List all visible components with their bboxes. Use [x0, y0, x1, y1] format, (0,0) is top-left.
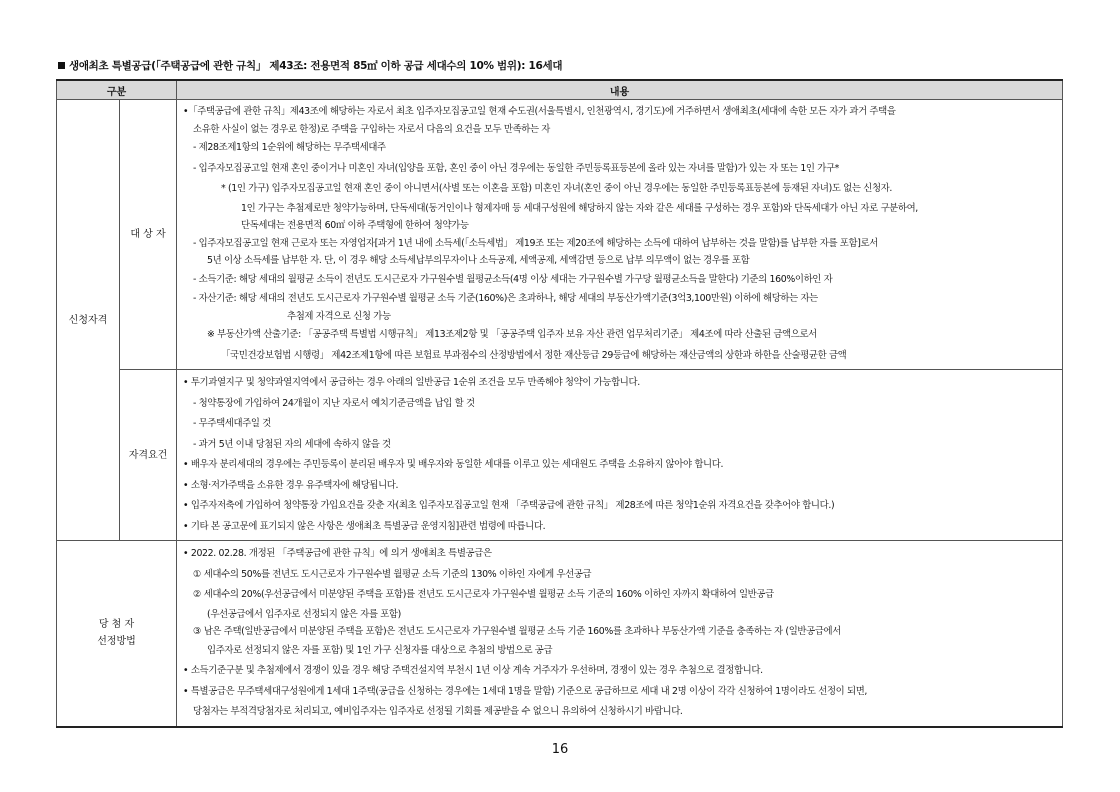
- target-line: 소유한 사실이 없는 경우로 한정)로 주택을 구입하는 자로서 다음의 요건을 모두 만족하는 자: [193, 123, 551, 135]
- selection-content: [177, 541, 1063, 727]
- target-label: 대 상 자: [120, 100, 177, 370]
- target-line: 5년 이상 소득세를 납부한 자. 단, 이 경우 해당 소득세납부의무자이나 소득공제, 세액공제, 세액감면 등으로 납부 의무액이 없는 경우를 포함: [207, 255, 750, 266]
- requirement-line: • 배우자 분리세대의 경우에는 주민등록이 분리된 배우자 및 배우자와 동일한 세대를 이루고 있는 세대원도 주택을 소유하지 않아야 합니다.: [183, 459, 724, 470]
- target-line: * (1인 가구) 입주자모집공고일 현재 혼인 중이 아니면서(사별 또는 이혼을 포함) 미혼인 자녀(혼인 중이 아닌 경우에는 동일한 주민등록표등본에 등재된 자녀)도 없는 신청자.: [221, 183, 892, 194]
- requirement-line: - 청약통장에 가입하여 24개월이 지난 자로서 예치기준금액을 납입 할 것: [193, 397, 475, 409]
- square-bullet-icon: [58, 62, 65, 69]
- target-line: - 제28조제1항의 1순위에 해당하는 무주택세대주: [193, 142, 386, 153]
- target-line: 단독세대는 전용면적 60㎡ 이하 주택형에 한하여 청약가능: [241, 220, 469, 231]
- requirements-content: [177, 370, 1063, 541]
- selection-label-line1: 당 첨 자: [98, 619, 135, 631]
- selection-line: (우선공급에서 입주자로 선정되지 않은 자를 포함): [207, 608, 401, 620]
- header-content: 내용: [177, 80, 1063, 100]
- target-line: - 입주자모집공고일 현재 근로자 또는 자영업자[과거 1년 내에 소득세(「소득세법」 제19조 또는 제20조에 해당하는 소득에 대하여 납부하는 것을 말함)를 납부한 자를 포함]로서: [193, 237, 878, 249]
- selection-line: ③ 남은 주택(일반공급에서 미분양된 주택을 포함)은 전년도 도시근로자 가구원수별 월평균 소득 기준 160%를 초과하나 부동산가액 기준을 충족하는 자 (일반공급에서: [193, 626, 841, 637]
- target-line: - 입주자모집공고일 현재 혼인 중이거나 미혼인 자녀(입양을 포함, 혼인 중이 아닌 경우에는 동일한 주민등록표등본에 올라 있는 자녀를 말함)가 있는 자 또는 1인 가구*: [193, 162, 840, 174]
- target-content: [177, 100, 1063, 370]
- selection-line: • 2022. 02.28. 개정된 「주택공급에 관한 규칙」에 의거 생애최초 특별공급은: [183, 548, 492, 559]
- table-row: [57, 541, 1063, 727]
- target-line: •「주택공급에 관한 규칙」제43조에 해당하는 자로서 최초 입주자모집공고일 현재 수도권(서울특별시, 인천광역시, 경기도)에 거주하면서 생애최초(세대에 속한 모든 자가 과거 주택을: [183, 106, 896, 117]
- requirement-line: • 투기과열지구 및 청약과열지역에서 공급하는 경우 아래의 일반공급 1순위 조건을 모두 만족해야 청약이 가능합니다.: [183, 377, 640, 388]
- selection-line: • 특별공급은 무주택세대구성원에게 1세대 1주택(공급을 신청하는 경우에는 1세대 1명을 말함) 기준으로 공급하므로 세대 내 2명 이상이 각각 신청하여 1명이라도 선정이 되면,: [183, 685, 868, 697]
- header-category: 구분: [57, 80, 177, 100]
- requirements-label: 자격요건: [120, 370, 177, 541]
- requirement-line: - 과거 5년 이내 당첨된 자의 세대에 속하지 않을 것: [193, 438, 391, 450]
- qualification-label: 신청자격: [57, 100, 120, 541]
- selection-label: [57, 541, 177, 727]
- selection-line: ② 세대수의 20%(우선공급에서 미분양된 주택을 포함)를 전년도 도시근로자 가구원수별 월평균 소득 기준의 160% 이하인 자까지 확대하여 일반공급: [193, 589, 774, 600]
- target-line: 「국민건강보험법 시행령」 제42조제1항에 따른 보험료 부과점수의 산정방법에서 정한 재산등급 29등급에 해당하는 재산금액의 상한과 하한을 산술평균한 금액: [221, 349, 847, 361]
- selection-line: 입주자로 선정되지 않은 자를 포함) 및 1인 가구 신청자를 대상으로 추첨의 방법으로 공급: [207, 644, 553, 656]
- selection-line: • 소득기준구분 및 추첨제에서 경쟁이 있을 경우 해당 주택건설지역 부천시 1년 이상 계속 거주자가 우선하며, 경쟁이 있는 경우 추첨으로 결정합니다.: [183, 665, 763, 676]
- section-heading: [58, 58, 562, 73]
- table-header-row: [57, 80, 1063, 100]
- page-number: 16: [551, 742, 569, 757]
- table-row: [57, 100, 1063, 370]
- selection-line: ① 세대수의 50%를 전년도 도시근로자 가구원수별 월평균 소득 기준의 130% 이하인 자에게 우선공급: [193, 568, 592, 580]
- target-line: 1인 가구는 추첨제로만 청약가능하며, 단독세대(동거인이나 형제자매 등 세대구성원에 해당하지 않는 자와 같은 세대를 구성하는 경우 포함)와 단독세대가 아닌 자로 구분하여,: [241, 202, 918, 214]
- requirement-line: - 무주택세대주일 것: [193, 418, 271, 429]
- section-heading-text: 생애최초 특별공급(「주택공급에 관한 규칙」 제43조: 전용면적 85㎡ 이하 공급 세대수의 10% 범위): 16세대: [69, 60, 563, 72]
- selection-line: 당첨자는 부적격당첨자로 처리되고, 예비입주자는 입주자로 선정될 기회를 제공받을 수 없으니 유의하여 신청하시기 바랍니다.: [193, 706, 683, 717]
- requirement-line: • 기타 본 공고문에 표기되지 않은 사항은 생애최초 특별공급 운영지침]관련 법령에 따릅니다.: [183, 520, 546, 532]
- requirement-line: • 소형·저가주택을 소유한 경우 유주택자에 해당됩니다.: [183, 479, 399, 491]
- target-line: - 자산기준: 해당 세대의 전년도 도시근로자 가구원수별 월평균 소득 기준(160%)은 초과하나, 해당 세대의 부동산가액기준(3억3,100만원) 이하에 해당하는 자는: [193, 293, 818, 304]
- target-line: 추첨제 자격으로 신청 가능: [287, 310, 391, 322]
- table-row: [57, 370, 1063, 541]
- eligibility-table: [56, 79, 1063, 728]
- selection-label-line2: 선정방법: [97, 636, 136, 648]
- target-line: ※ 부동산가액 산출기준: 「공공주택 특별법 시행규칙」 제13조제2항 및 「공공주택 입주자 보유 자산 관련 업무처리기준」 제4조에 따라 산출된 금액으로서: [207, 329, 817, 340]
- requirement-line: • 입주자저축에 가입하여 청약통장 가입요건을 갖춘 자(최초 입주자모집공고일 현재 「주택공급에 관한 규칙」 제28조에 따른 청약1순위 자격요건을 갖추어야 합니다.): [183, 500, 835, 511]
- target-line: - 소득기준: 해당 세대의 월평균 소득이 전년도 도시근로자 가구원수별 월평균소득(4명 이상 세대는 가구원수별 가구당 월평균소득을 말한다) 기준의 160%이하인 자: [193, 273, 833, 285]
